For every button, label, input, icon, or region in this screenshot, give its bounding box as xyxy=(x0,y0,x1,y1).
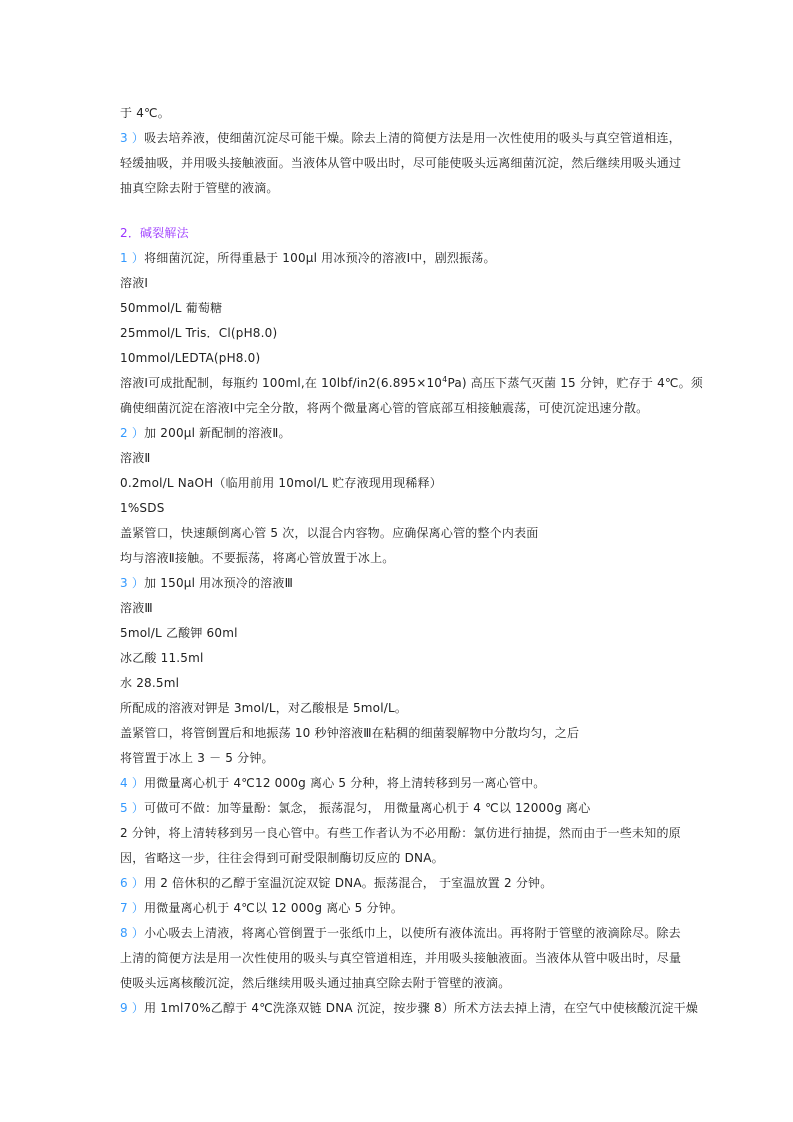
step-number: 3 ） xyxy=(120,131,145,145)
text-line xyxy=(120,471,680,496)
text-line xyxy=(120,446,680,471)
line-text: 用微量离心机于 4℃以 12 000g 离心 5 分钟。 xyxy=(144,901,404,915)
step-number: 6 ） xyxy=(120,876,145,890)
text-line xyxy=(120,746,680,771)
line-text: 于 4℃。 xyxy=(120,106,170,120)
step-number: 1 ） xyxy=(120,251,145,265)
step-line xyxy=(120,771,680,796)
line-text: 将管置于冰上 3 － 5 分钟。 xyxy=(120,751,274,765)
text-line xyxy=(120,721,680,746)
step-line xyxy=(120,996,699,1021)
heading-text: 2．碱裂解法 xyxy=(120,226,189,240)
text-line xyxy=(120,496,680,521)
step-line xyxy=(120,871,680,896)
line-text: 所配成的溶液对钾是 3mol/L，对乙酸根是 5mol/L。 xyxy=(120,701,408,715)
text-line xyxy=(120,371,704,396)
text-line xyxy=(120,821,680,846)
line-text: 5mol/L 乙酸钾 60ml xyxy=(120,626,238,640)
text-line xyxy=(120,101,680,126)
step-number: 7 ） xyxy=(120,901,145,915)
text-line xyxy=(120,671,680,696)
step-number: 5 ） xyxy=(120,801,145,815)
line-text: 用 2 倍休积的乙醇于室温沉淀双锭 DNA。振荡混合， 于室温放置 2 分钟。 xyxy=(144,876,553,890)
text-line xyxy=(120,621,680,646)
step-line xyxy=(120,421,680,446)
line-text: 盖紧管口，将管倒置后和地振荡 10 秒钟溶液Ⅲ在粘稠的细菌裂解物中分散均匀，之后 xyxy=(120,726,580,740)
line-text: 0.2mol/L NaOH（临用前用 10mol/L 贮存液现用现稀释） xyxy=(120,476,442,490)
step-number: 3 ） xyxy=(120,576,145,590)
line-text: 加 150μl 用冰预冷的溶液Ⅲ xyxy=(144,576,294,590)
step-line xyxy=(120,896,680,921)
document-body xyxy=(120,101,704,1021)
line-text: 10mmol/LEDTA(pH8.0) xyxy=(120,351,261,365)
line-text: 用 1ml70%乙醇于 4℃洗涤双链 DNA 沉淀，按步骤 8）所术方法去掉上清，在空气中使核酸沉淀干燥 xyxy=(144,1001,699,1015)
line-text: 50mmol/L 葡萄糖 xyxy=(120,301,223,315)
text-line xyxy=(120,846,680,871)
text-line xyxy=(120,971,680,996)
line-text: 25mmol/L Tris．Cl(pH8.0) xyxy=(120,326,278,340)
line-text: 盖紧管口，快速颠倒离心管 5 次，以混合内容物。应确保离心管的整个内表面 xyxy=(120,526,539,540)
section-heading xyxy=(120,221,680,246)
line-text: 用微量离心机于 4℃12 000g 离心 5 分种，将上清转移到另一离心管中。 xyxy=(144,776,546,790)
line-text-cont: Pa) 高压下蒸气灭菌 15 分钟，贮存于 4℃。须 xyxy=(447,376,704,390)
step-number: 4 ） xyxy=(120,776,145,790)
line-text: 确使细菌沉淀在溶液Ⅰ中完全分散，将两个微量离心管的管底部互相接触震荡，可使沉淀迅速分散。 xyxy=(120,401,649,415)
text-line xyxy=(120,946,680,971)
line-text: 抽真空除去附于管壁的液滴。 xyxy=(120,181,279,195)
line-text: 轻缓抽吸，并用吸头接触液面。当液体从管中吸出时，尽可能使吸头远离细菌沉淀，然后继续用吸头通过 xyxy=(120,156,682,170)
line-text: 可做可不做：加等量酚：氯念， 振荡混匀， 用微量离心机于 4 ℃以 12000g 离心 xyxy=(144,801,591,815)
line-text: 溶液Ⅰ xyxy=(120,276,149,290)
text-line xyxy=(120,696,680,721)
text-line xyxy=(120,646,680,671)
text-line xyxy=(120,296,680,321)
text-line xyxy=(120,521,680,546)
text-line xyxy=(120,176,680,201)
line-text: 将细菌沉淀，所得重悬于 100μl 用冰预冷的溶液Ⅰ中，剧烈振荡。 xyxy=(144,251,496,265)
line-text: 冰乙酸 11.5ml xyxy=(120,651,204,665)
step-line xyxy=(120,921,680,946)
line-text: 因，省略这一步，往往会得到可耐受限制酶切反应的 DNA。 xyxy=(120,851,444,865)
line-text: 吸去培养液，使细菌沉淀尽可能干燥。除去上清的简便方法是用一次性使用的吸头与真空管道相连， xyxy=(144,131,681,145)
step-line xyxy=(120,246,680,271)
text-line xyxy=(120,596,680,621)
step-line xyxy=(120,796,680,821)
step-number: 9 ） xyxy=(120,1001,145,1015)
text-line xyxy=(120,546,680,571)
step-line xyxy=(120,571,680,596)
line-text: 水 28.5ml xyxy=(120,676,180,690)
step-number: 8 ） xyxy=(120,926,145,940)
line-text: 1%SDS xyxy=(120,501,165,515)
line-text: 上清的简便方法是用一次性使用的吸头与真空管道相连，并用吸头接触液面。当液体从管中吸出时，尽量 xyxy=(120,951,682,965)
line-text: 均与溶液Ⅱ接触。不要振荡，将离心管放置于冰上。 xyxy=(120,551,395,565)
line-text: 2 分钟，将上清转移到另一良心管中。有些工作者认为不必用酚：氯仿进行抽提，然而由于一些未知的原 xyxy=(120,826,681,840)
line-text: 溶液Ⅱ xyxy=(120,451,151,465)
superscript: 4 xyxy=(442,375,448,384)
line-text: 使吸头远离核酸沉淀，然后继续用吸头通过抽真空除去附于管壁的液滴。 xyxy=(120,976,511,990)
paragraph-gap xyxy=(120,201,680,221)
text-line xyxy=(120,151,680,176)
text-line xyxy=(120,396,680,421)
text-line xyxy=(120,271,680,296)
line-text: 溶液Ⅲ xyxy=(120,601,153,615)
text-line xyxy=(120,321,680,346)
step-line xyxy=(120,126,680,151)
line-text: 加 200μl 新配制的溶液Ⅱ。 xyxy=(144,426,291,440)
line-text: 小心吸去上清液，将离心管倒置于一张纸巾上，以使所有液体流出。再将附于管壁的液滴除尽。除去 xyxy=(144,926,681,940)
line-text: 溶液Ⅰ可成批配制，每瓶约 100ml,在 10lbf/in2(6.895×10 xyxy=(120,376,443,390)
step-number: 2 ） xyxy=(120,426,145,440)
text-line xyxy=(120,346,680,371)
